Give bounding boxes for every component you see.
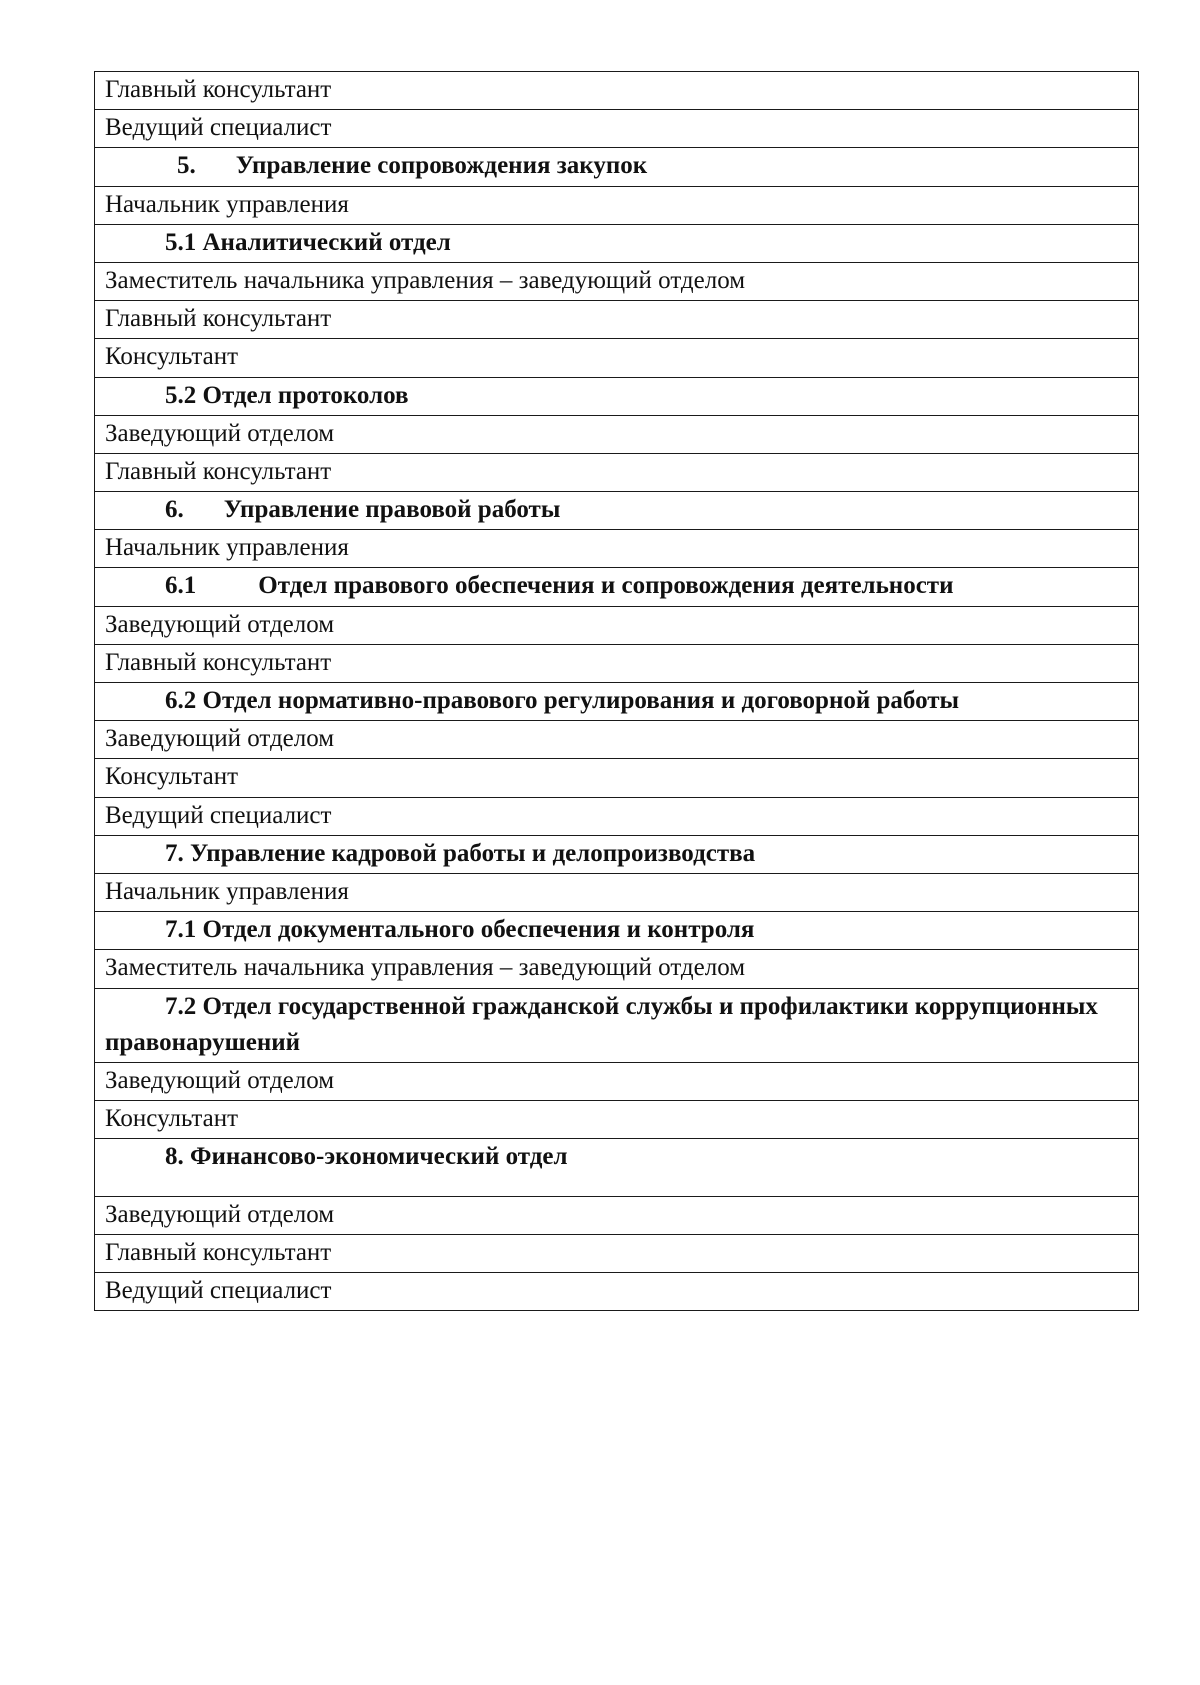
position-label: Главный консультант — [105, 76, 332, 103]
position-label: Начальник управления — [105, 534, 349, 562]
staff-positions-table — [94, 71, 1139, 1311]
table-row — [95, 607, 1138, 645]
section-heading-row — [95, 378, 1138, 416]
position-label: Заместитель начальника управления – заведующий отделом — [105, 954, 746, 982]
section-heading-row — [95, 683, 1138, 721]
table-row — [95, 798, 1138, 836]
table-row — [95, 1063, 1138, 1101]
section-title: 7. Управление кадровой работы и делопроизводства — [165, 839, 756, 867]
section-number: 6. — [165, 496, 184, 524]
position-label: Начальник управления — [105, 877, 349, 905]
section-heading-row — [95, 492, 1138, 530]
position-label: Заместитель начальника управления – заведующий отделом — [105, 266, 746, 294]
section-title: 5.2 Отдел протоколов — [165, 381, 409, 409]
position-label: Главный консультант — [105, 1239, 332, 1267]
table-row — [95, 721, 1138, 759]
section-title: Отдел правового обеспечения и сопровождения деятельности — [258, 572, 954, 600]
position-label: Главный консультант — [105, 648, 332, 676]
position-label: Консультант — [105, 763, 239, 791]
position-label: Заведующий отделом — [105, 419, 335, 447]
table-row — [95, 1273, 1138, 1311]
section-title: 7.1 Отдел документального обеспечения и контроля — [165, 916, 755, 944]
position-label: Главный консультант — [105, 457, 332, 485]
position-label: Ведущий специалист — [105, 801, 332, 829]
position-label: Ведущий специалист — [105, 1277, 332, 1305]
section-heading-row — [95, 912, 1138, 950]
table-row — [95, 950, 1138, 988]
position-label: Заведующий отделом — [105, 725, 335, 753]
table-row — [95, 759, 1138, 797]
table-row — [95, 301, 1138, 339]
table-row — [95, 645, 1138, 683]
position-label: Заведующий отделом — [105, 1200, 335, 1228]
section-heading-row — [95, 568, 1138, 606]
section-title: 6.2 Отдел нормативно-правового регулирования и договорной работы — [165, 687, 960, 714]
table-row — [95, 530, 1138, 568]
section-number: 5. — [177, 152, 196, 180]
table-row — [95, 454, 1138, 492]
section-title: 8. Финансово-экономический отдел — [165, 1142, 568, 1170]
table-row — [95, 339, 1138, 377]
section-heading-row — [95, 836, 1138, 874]
table-row — [95, 110, 1138, 148]
position-label: Начальник управления — [105, 190, 349, 218]
position-label: Заведующий отделом — [105, 1066, 335, 1094]
section-title: 5.1 Аналитический отдел — [165, 228, 451, 256]
section-title: Управление сопровождения закупок — [235, 152, 648, 180]
table-row — [95, 1235, 1138, 1273]
section-title: 7.2 Отдел государственной гражданской службы и профилактики коррупционных правонарушений — [105, 992, 1098, 1056]
section-heading-row — [95, 1139, 1138, 1197]
table-row — [95, 187, 1138, 225]
position-label: Консультант — [105, 343, 239, 371]
table-row — [95, 72, 1138, 110]
position-label: Заведующий отделом — [105, 610, 335, 638]
section-heading-row — [95, 148, 1138, 186]
table-row — [95, 1197, 1138, 1235]
section-heading-row — [95, 989, 1138, 1063]
position-label: Консультант — [105, 1104, 239, 1132]
table-row — [95, 874, 1138, 912]
section-title: Управление правовой работы — [223, 496, 561, 524]
position-label: Ведущий специалист — [105, 114, 332, 142]
table-row — [95, 263, 1138, 301]
position-label: Главный консультант — [105, 305, 332, 333]
section-number: 6.1 — [165, 572, 197, 600]
section-heading-row — [95, 225, 1138, 263]
table-row — [95, 1101, 1138, 1139]
table-row — [95, 416, 1138, 454]
